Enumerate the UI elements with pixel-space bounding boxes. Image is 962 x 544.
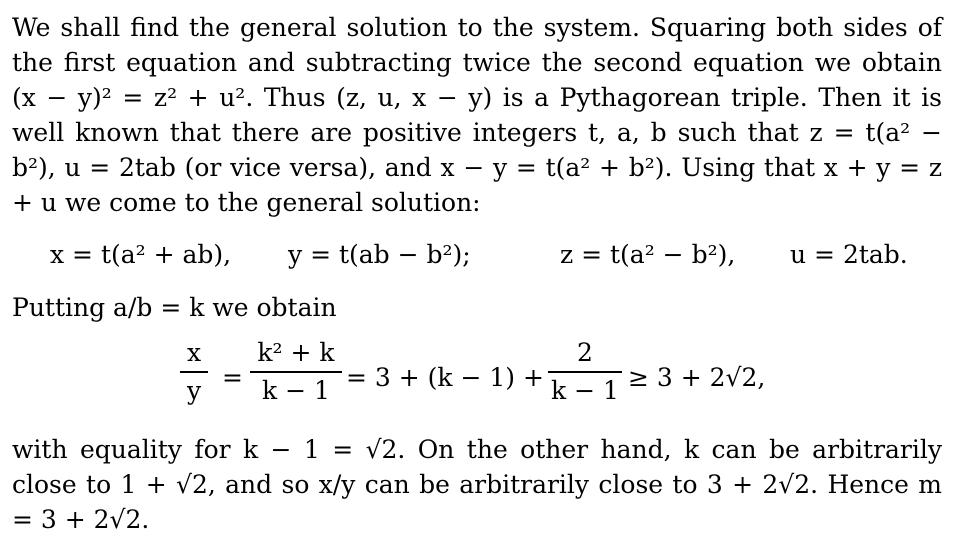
equation-y: y = t(ab − b²); [288,240,471,269]
intro-paragraph: We shall find the general solution to the system. Squaring both sides of the first equation and subtracting twice the second equation we obtain (x − y)² = z² + u². Thus (z, u, x − y) is a Pythagorean triple. Then it is well known that there are positive integers t, a, b such that z = t(a² − b²), u = 2tab (or vice versa), and x − y = t(a² + b²). Using that x + y = z + u we come to the general solution: [12,13,942,217]
fraction-bar [180,371,208,373]
ratio-inequality-display [0,338,962,430]
substitution-paragraph: Putting a/b = k we obtain [12,293,337,322]
equation-z: z = t(a² − b²), [560,240,736,269]
fraction-numerator: 2 [577,338,593,367]
expansion-text: = 3 + (k − 1) + [346,363,544,392]
fraction-x-over-y [180,338,208,406]
equation-x: x = t(a² + ab), [50,240,232,269]
fraction-k-ratio [250,338,342,406]
equation-u: u = 2tab. [790,240,908,269]
inequality-tail: ≥ 3 + 2√2, [628,363,766,392]
fraction-denominator: k − 1 [262,376,330,405]
fraction-bar [250,371,342,373]
fraction-denominator: k − 1 [551,376,619,405]
conclusion-paragraph: with equality for k − 1 = √2. On the other hand, k can be arbitrarily close to 1 + √2, and so x/y can be arbitrarily close to 3 + 2√2. Hence m = 3 + 2√2. [12,435,942,534]
fraction-numerator: x [186,338,202,367]
equals-sign: = [222,363,243,392]
fraction-bar [548,371,622,373]
fraction-numerator: k² + k [257,338,335,367]
fraction-denominator: y [186,376,202,405]
fraction-two-over-k [548,338,622,406]
general-solution-equations [0,240,962,280]
